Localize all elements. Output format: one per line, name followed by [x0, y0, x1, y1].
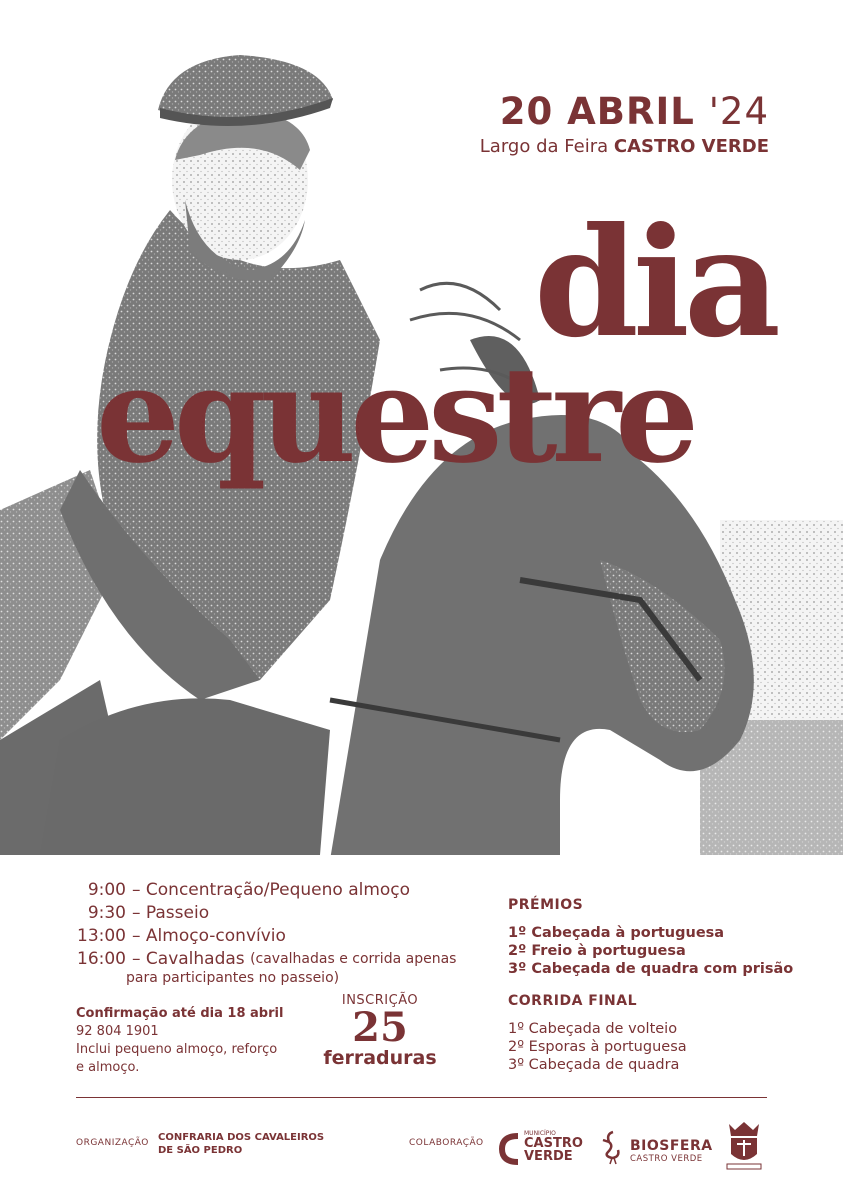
event-date [480, 90, 769, 134]
event-venue [480, 134, 769, 160]
venue-town: CASTRO VERDE [613, 136, 769, 157]
registration-block [315, 993, 445, 1068]
title-word-equestre: equestre [96, 338, 694, 493]
prize-item: 3º Cabeçada de quadra com prisão [508, 961, 794, 977]
confirmation-phone: 92 804 1901 [76, 1024, 159, 1039]
municipio-name-2: VERDE [524, 1149, 573, 1164]
organization-name-line: CONFRARIA DOS CAVALEIROS [158, 1132, 325, 1143]
event-year: '24 [708, 90, 769, 133]
schedule-time: 13:00 [77, 926, 126, 946]
confirmation-includes: Inclui pequeno almoço, reforço [76, 1042, 278, 1057]
organization-name-line: DE SÃO PEDRO [158, 1145, 243, 1156]
schedule-row [76, 925, 456, 948]
schedule-row [76, 879, 456, 902]
schedule-dash: – [132, 949, 141, 969]
schedule-activity: Almoço-convívio [145, 926, 286, 946]
final-race-heading: CORRIDA FINAL [508, 993, 638, 1009]
registration-price: 25 [352, 1004, 408, 1051]
schedule-row [76, 902, 456, 925]
final-race-item: 3º Cabeçada de quadra [508, 1057, 680, 1073]
venue-name: Largo da Feira [479, 136, 609, 157]
footer-divider [76, 1097, 767, 1098]
footer [76, 1118, 767, 1178]
confirmation-includes-continuation: e almoço. [76, 1060, 140, 1075]
schedule-row [76, 948, 456, 971]
coat-of-arms-icon [721, 1120, 767, 1172]
organization-label: ORGANIZAÇÃO [76, 1138, 149, 1148]
organization-name [158, 1131, 338, 1157]
registration-label: INSCRIÇÃO [341, 993, 419, 1008]
prize-item: 2º Freio à portuguesa [508, 943, 686, 959]
schedule-dash: – [132, 903, 141, 923]
schedule-time: 9:30 [87, 903, 126, 923]
title-word-dia: dia [533, 195, 775, 371]
prizes-heading: PRÉMIOS [508, 897, 584, 913]
schedule-time: 9:00 [87, 880, 126, 900]
schedule-time: 16:00 [77, 949, 126, 969]
biosfera-logo [600, 1130, 715, 1168]
municipio-label: MUNICÍPIO [524, 1130, 556, 1137]
biosfera-bird-icon [600, 1130, 626, 1166]
schedule-dash: – [132, 926, 141, 946]
final-race-item: 1º Cabeçada de volteio [508, 1021, 678, 1037]
municipio-logo [498, 1130, 593, 1168]
event-date-day-month: 20 ABRIL [499, 90, 695, 133]
confirmation-title: Confirmação até dia 18 abril [76, 1006, 284, 1021]
schedule-dash: – [132, 880, 141, 900]
confirmation-block [76, 1005, 283, 1077]
schedule-activity: Passeio [145, 903, 210, 923]
registration-unit: ferraduras [323, 1047, 437, 1069]
schedule-note-continuation: para participantes no passeio) [126, 970, 340, 986]
event-date-block [480, 90, 769, 160]
biosfera-location: CASTRO VERDE [630, 1154, 703, 1164]
municipio-name-1: CASTRO [524, 1136, 583, 1151]
biosfera-name: BIOSFERA [630, 1138, 713, 1154]
schedule-list [76, 879, 456, 987]
schedule-activity: Cavalhadas [145, 949, 245, 969]
final-race-item: 2º Esporas à portuguesa [508, 1039, 687, 1055]
prize-item: 1º Cabeçada à portuguesa [508, 925, 725, 941]
schedule-note: (cavalhadas e corrida apenas [250, 951, 457, 967]
prizes-block [508, 896, 793, 1074]
collaboration-label: COLABORAÇÃO [409, 1138, 484, 1148]
schedule-activity: Concentração/Pequeno almoço [145, 880, 411, 900]
municipio-logo-icon [498, 1132, 520, 1166]
